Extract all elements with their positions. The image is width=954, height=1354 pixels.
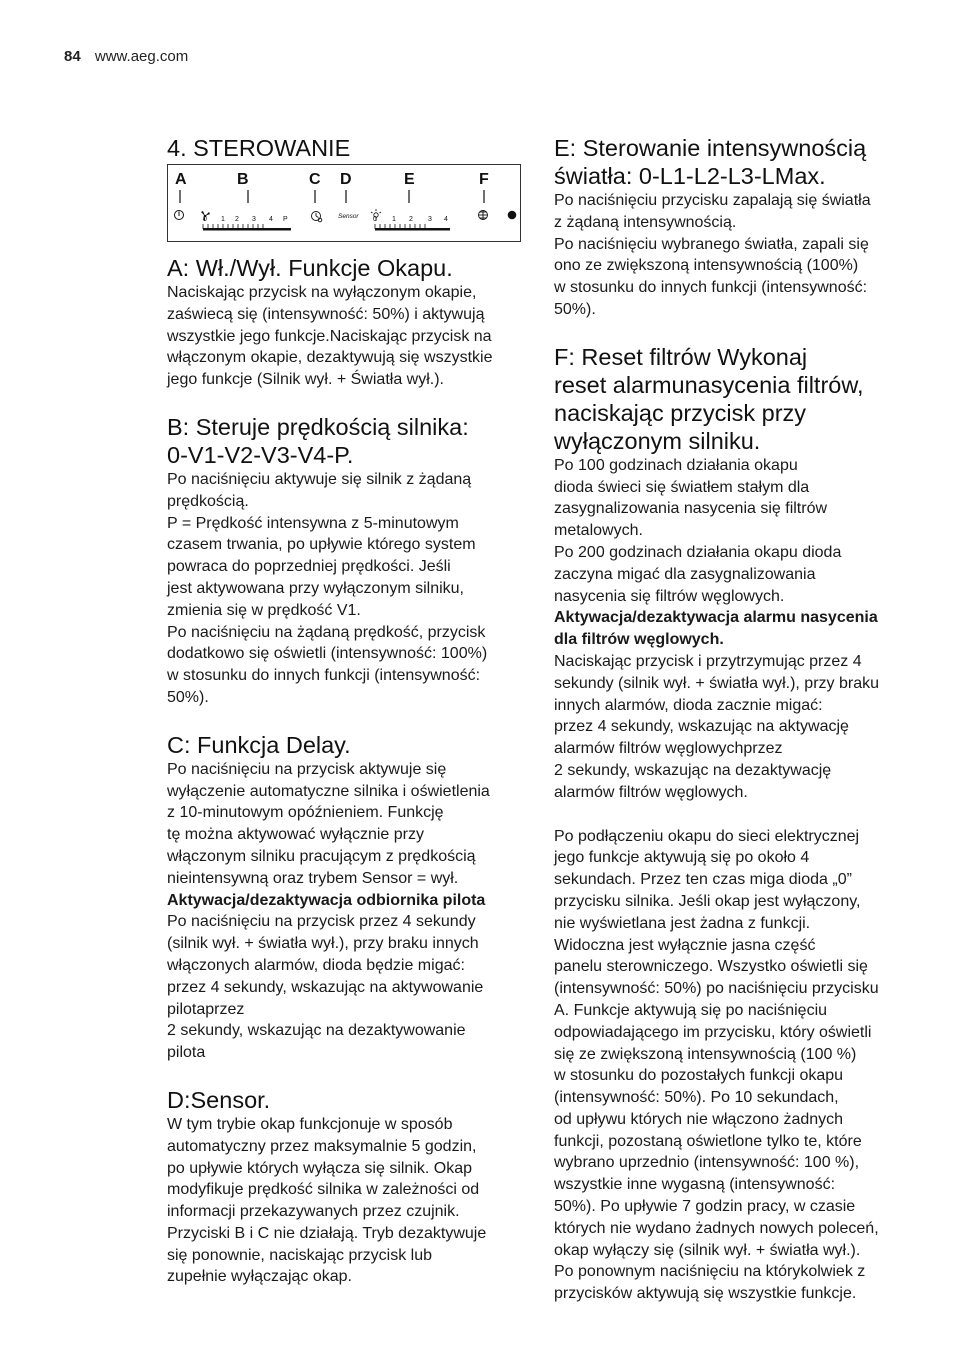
section-e-body: Po naciśnięciu przycisku zapalają się światła z żądaną intensywnością. Po naciśnięciu wybranego światła, zapali się ono ze zwiększoną intensywnością (100%) w stosunku do innych funkcji (intensywność: 50%).	[554, 192, 871, 318]
fan-tick-3[interactable]: 3	[252, 216, 256, 223]
light-tick-2[interactable]: 2	[409, 216, 413, 223]
section-c-heading: C: Funkcja Delay.	[167, 731, 351, 758]
section-b-body: Po naciśnięciu aktywuje się silnik z żądaną prędkością. P = Prędkość intensywna z 5-minutowym czasem trwania, po upływie którego system powraca do poprzedniej prędkości. Jeśli jest aktywowana przy wyłączonym silniku, zmienia się w prędkość V1. Po naciśnięciu na żądaną prędkość, przycisk dodatkowo się oświetli (intensywność: 100%) w stosunku do innych funkcji (intensywność: 50%).	[167, 470, 488, 706]
site-url[interactable]: www.aeg.com	[94, 48, 189, 65]
grease-filter-icon[interactable]	[479, 211, 488, 220]
section-e-heading: E: Sterowanie intensywnością światła: 0-L1-L2-L3-LMax.	[554, 135, 867, 189]
panel-label-e: E	[404, 171, 415, 188]
fan-tick-1[interactable]: 1	[221, 216, 225, 223]
section-c-body2: Po naciśnięciu na przycisk przez 4 sekundy (silnik wył. + światła wył.), przy braku innych włączonych alarmów, dioda będzie migać: przez 4 sekundy, wskazując na aktywowanie pilotaprzez 2 sekundy, wskazując na dezaktywowanie pilota	[167, 913, 484, 1062]
panel-label-f: F	[479, 171, 489, 188]
fan-tick-4[interactable]: 4	[269, 216, 273, 223]
control-panel-diagram	[167, 164, 521, 242]
section-c-bold: Aktywacja/dezaktywacja odbiornika pilota	[167, 891, 486, 909]
section-d-body: W tym trybie okap funkcjonuje w sposób automatyczny przez maksymalnie 5 godzin, po upływie których wyłącza się silnik. Okap modyfikuje prędkość silnika w zależności od informacji przekazywanych przez czujnik. Przyciski B i C nie działają. Tryb dezaktywuje się ponownie, naciskając przycisk lub zupełnie wyłączając okap.	[167, 1115, 487, 1286]
light-tick-1[interactable]: 1	[392, 216, 396, 223]
section-c-body: Po naciśnięciu na przycisk aktywuje się wyłączenie automatyczne silnika i oświetlenia z 10-minutowym opóźnieniem. Funkcję tę można aktywować wyłącznie przy włączonym silniku pracującym z prędkością nieintensywną oraz trybem Sensor = wył.	[167, 760, 490, 887]
final-body: Po podłączeniu okapu do sieci elektrycznej jego funkcje aktywują się po około 4 sekundach. Przez ten czas miga dioda „0” przycisku silnika. Jeśli okap jest wyłączony, nie wyświetlana jest żadna z funkcji. Widoczna jest wyłącznie jasna część panelu sterowniczego. Wszystko oświetli się (intensywność: 50%) po naciśnięciu przycisku A. Funkcje aktywują się po naciśnięciu odpowiadającego im przycisku, który oświetli się ze zwiększoną intensywnością (100 %) w stosunku do pozostałych funkcji okapu (intensywność: 50%). Po 10 sekundach, od upływu których nie włączono żadnych funkcji, pozostaną oświetlone tylko te, które wybrano uprzednio (intensywność: 100 %), wszystkie inne wygasną (intensywność: 50%). Po upływie 7 godzin pracy, w czasie których nie wydano żadnych nowych poleceń, okap wyłączy się (silnik wył. + światła wył.). Po ponownym naciśnięciu na którykolwiek z przycisków aktywują się wszystkie funkcje.	[554, 827, 879, 1303]
sensor-label[interactable]: Sensor	[338, 213, 359, 220]
light-scale	[373, 216, 448, 223]
timer-icon[interactable]	[312, 212, 322, 222]
page-header	[64, 48, 188, 65]
light-tick-3[interactable]: 3	[428, 216, 432, 223]
light-slider-track[interactable]	[375, 228, 450, 231]
section-f-body: Po 100 godzinach działania okapu dioda świeci się światłem stałym dla zasygnalizowania nasycenia się filtrów metalowych. Po 200 godzinach działania okapu dioda zaczyna migać dla zasygnalizowania nasycenia się filtrów węglowych.	[554, 456, 842, 605]
section-b-heading: B: Steruje prędkością silnika: 0-V1-V2-V3-V4-P.	[167, 413, 469, 468]
control-panel-svg	[168, 165, 522, 243]
left-column	[167, 134, 527, 1288]
light-tick-0[interactable]: 0	[373, 216, 377, 223]
fan-tick-2[interactable]: 2	[235, 216, 239, 223]
fan-slider-track[interactable]	[203, 228, 291, 231]
right-column	[554, 134, 919, 1305]
section-d-heading: D:Sensor.	[167, 1086, 271, 1113]
led-dot-icon	[508, 211, 517, 220]
panel-label-a: A	[175, 171, 187, 188]
fan-tick-0[interactable]: 0	[203, 216, 207, 223]
page-number: 84	[64, 48, 81, 65]
chapter-title: 4. STEROWANIE	[167, 135, 351, 161]
panel-label-d: D	[340, 171, 352, 188]
panel-label-c: C	[309, 171, 321, 188]
fan-tick-p[interactable]: P	[283, 216, 288, 223]
section-a-body: Naciskając przycisk na wyłączonym okapie, zaświecą się (intensywność: 50%) i aktywują wszystkie jego funkcje.Naciskając przycisk na włączonym okapie, dezaktywują się wszystkie jego funkcje (Silnik wył. + Światła wył.).	[167, 284, 493, 389]
power-icon[interactable]	[175, 211, 184, 220]
fan-scale	[203, 216, 288, 223]
section-f-bold: Aktywacja/dezaktywacja alarmu nasycenia dla filtrów węglowych.	[554, 609, 878, 649]
light-tick-4[interactable]: 4	[444, 216, 448, 223]
section-f-heading: F: Reset filtrów Wykonaj reset alarmunasycenia filtrów, naciskając przycisk przy wyłączonym silniku.	[554, 343, 864, 454]
section-a-heading: A: Wł./Wył. Funkcje Okapu.	[167, 255, 453, 281]
panel-label-b: B	[237, 171, 249, 188]
section-f-body2: Naciskając przycisk i przytrzymując przez 4 sekundy (silnik wył. + światła wył.), przy braku innych alarmów, dioda zacznie migać: przez 4 sekundy, wskazując na aktywację alarmów filtrów węglowychprzez 2 sekundy, wskazując na dezaktywację alarmów filtrów węglowych.	[554, 652, 879, 801]
